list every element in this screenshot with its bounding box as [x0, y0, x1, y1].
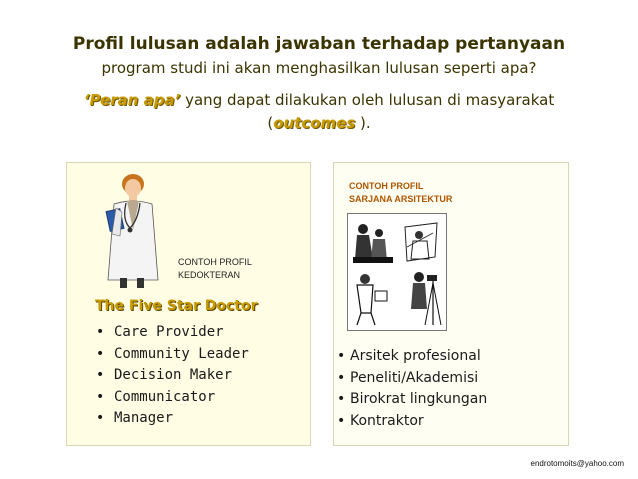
heading-line-3	[0, 89, 638, 135]
architect-label-line-2: SARJANA ARSITEKTUR	[349, 194, 453, 204]
architect-role-list	[337, 346, 487, 432]
architect-illustration-icon	[347, 213, 447, 331]
list-item: • Manager	[94, 408, 249, 430]
highlight-peran-apa: ‘Peran apa’	[83, 91, 181, 109]
doctor-profile-label	[178, 256, 278, 282]
heading-line-2: program studi ini akan menghasilkan lulusan seperti apa?	[101, 59, 537, 77]
list-item: • Birokrat lingkungan	[337, 389, 487, 411]
list-item: • Kontraktor	[337, 411, 487, 433]
list-item: • Care Provider	[94, 322, 249, 344]
list-item: • Arsitek profesional	[337, 346, 487, 368]
heading-line-1: Profil lulusan adalah jawaban terhadap pertanyaan	[72, 34, 566, 54]
outcomes-open: (	[267, 114, 274, 132]
list-item: • Community Leader	[94, 344, 249, 366]
author-email: endrotomoits@yahoo.com	[530, 459, 624, 468]
list-item: • Decision Maker	[94, 365, 249, 387]
doctor-role-list	[94, 322, 249, 430]
list-item: • Communicator	[94, 387, 249, 409]
doctor-label-line-1: CONTOH PROFIL	[178, 257, 252, 267]
architect-label-line-1: CONTOH PROFIL	[349, 181, 424, 191]
outcomes-close: ).	[355, 114, 371, 132]
heading-line-3-text: yang dapat dilakukan oleh lulusan di masyarakat	[180, 91, 555, 109]
doctor-label-line-2: KEDOKTERAN	[178, 270, 241, 280]
highlight-outcomes: outcomes	[273, 114, 356, 132]
doctor-illustration-icon	[100, 170, 170, 290]
list-item: • Peneliti/Akademisi	[337, 368, 487, 390]
architect-profile-label	[349, 180, 509, 206]
five-star-doctor-title: The Five Star Doctor	[95, 298, 258, 314]
